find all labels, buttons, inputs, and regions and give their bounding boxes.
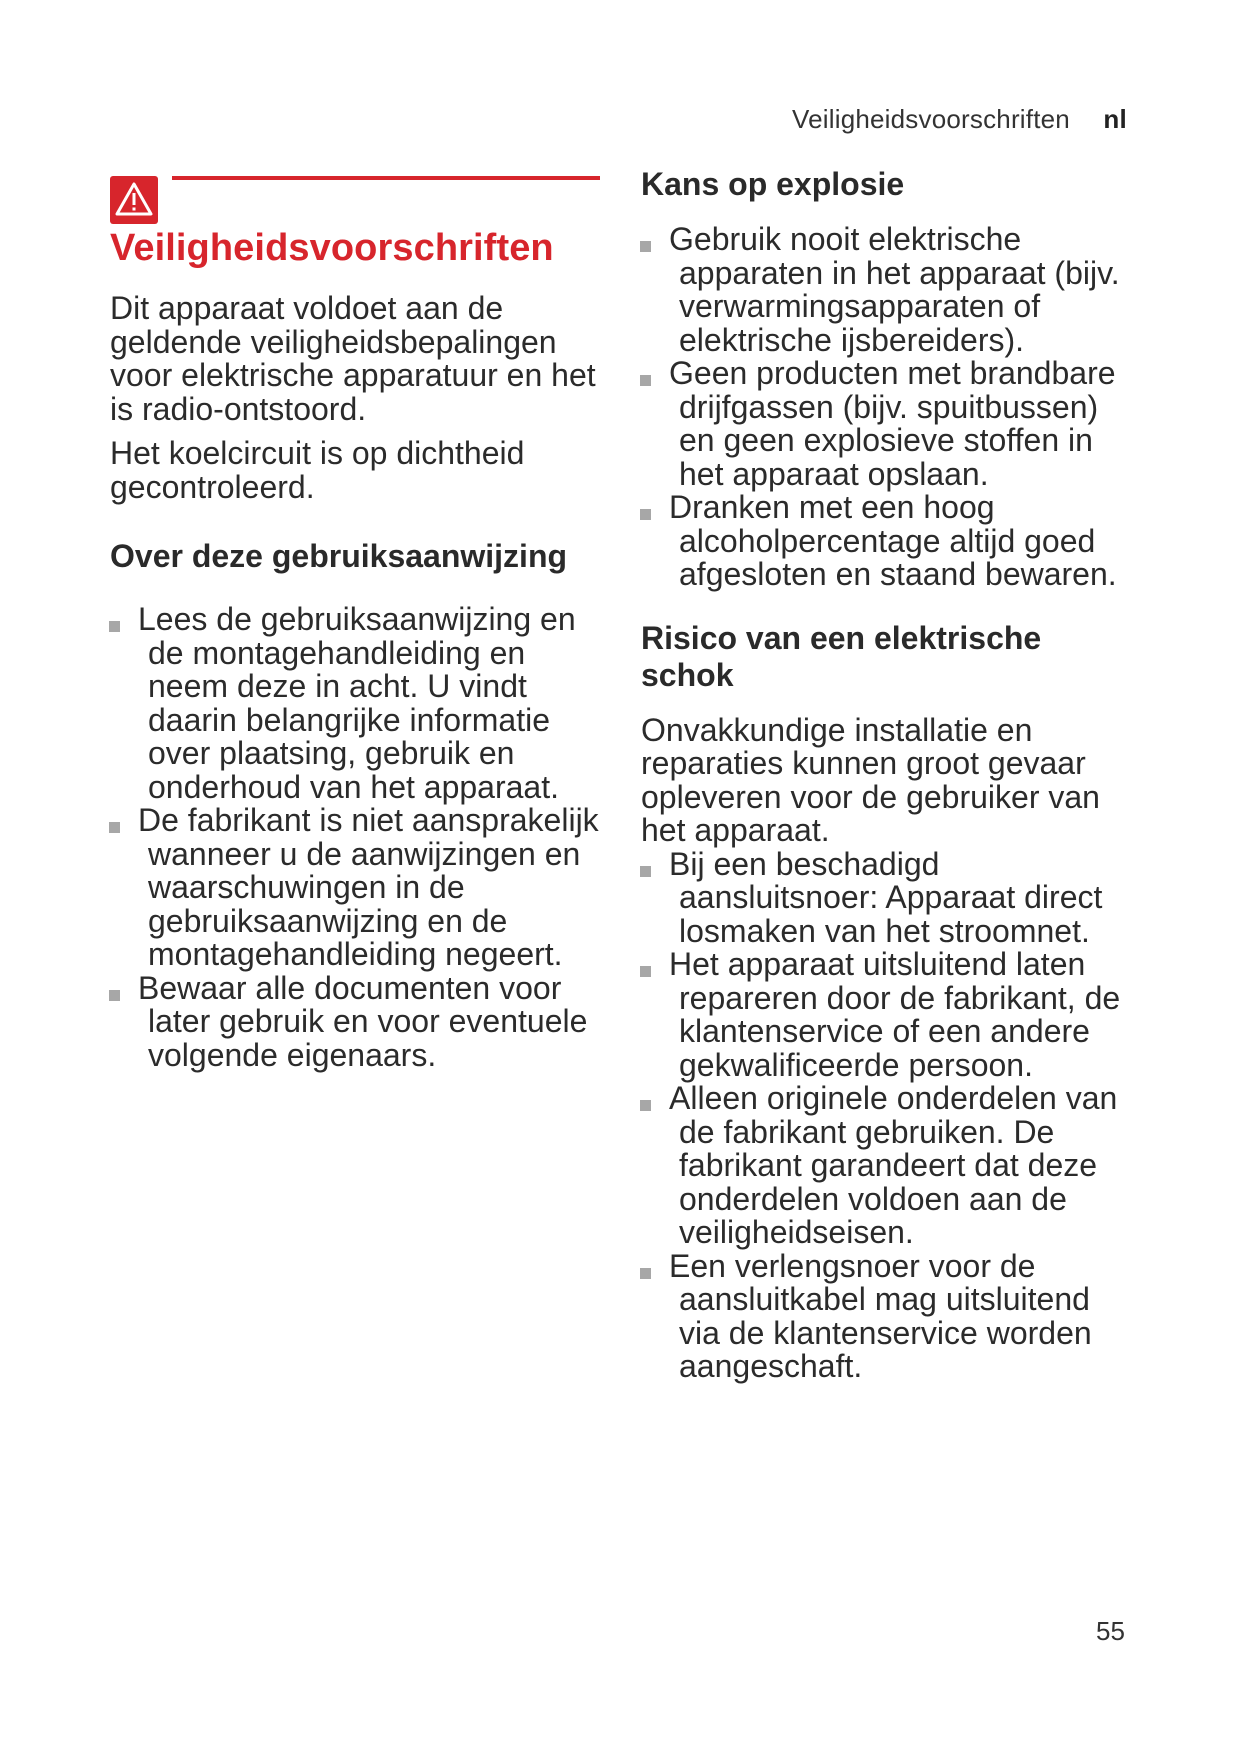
explosion-heading: Kans op explosie [641, 166, 905, 202]
left-column [110, 172, 600, 1072]
square-bullet-icon [640, 1268, 651, 1279]
page-number: 55 [1096, 1616, 1125, 1646]
shock-intro-paragraph: Onvakkundige installatie en reparaties kunnen groot gevaar opleveren voor de gebruiker van het apparaat. [641, 711, 1100, 848]
square-bullet-icon [640, 866, 651, 877]
list-item: Het apparaat uitsluitend laten repareren door de fabrikant, de klantenservice of een andere gekwalificeerde persoon. [641, 948, 1131, 1082]
running-header-language: nl [1103, 104, 1127, 134]
list-item: De fabrikant is niet aansprakelijk wanneer u de aanwijzingen en waarschuwingen in de gebruiksaanwijzing en de montagehandleiding negeert. [110, 804, 600, 972]
list-item: Een verlengsnoer voor de aansluitkabel mag uitsluitend via de klantenservice worden aangeschaft. [641, 1250, 1131, 1384]
warning-banner [110, 172, 600, 224]
intro-paragraph-1: Dit apparaat voldoet aan de geldende veiligheidsbepalingen voor elektrische apparatuur en het is radio-ontstoord. [110, 290, 596, 427]
title-rule [172, 176, 600, 180]
square-bullet-icon [109, 822, 120, 833]
running-header-section: Veiligheidsvoorschriften [792, 104, 1070, 134]
square-bullet-icon [109, 621, 120, 632]
list-item: Bewaar alle documenten voor later gebruik en voor eventuele volgende eigenaars. [110, 972, 600, 1073]
intro-paragraph-2: Het koelcircuit is op dichtheid gecontroleerd. [110, 435, 525, 505]
warning-triangle-icon [110, 176, 158, 224]
about-list [110, 603, 600, 1072]
about-heading: Over deze gebruiksaanwijzing [110, 538, 568, 574]
running-header [792, 104, 1127, 135]
square-bullet-icon [640, 375, 651, 386]
list-item: Alleen originele onderdelen van de fabrikant gebruiken. De fabrikant garandeert dat deze onderdelen voldoen aan de veiligheidseisen. [641, 1082, 1131, 1250]
square-bullet-icon [640, 1100, 651, 1111]
explosion-list [641, 223, 1131, 592]
shock-heading: Risico van een elektrische schok [641, 619, 1042, 693]
page-title: Veiligheidsvoorschriften [110, 227, 554, 269]
list-item: Bij een beschadigd aansluitsnoer: Apparaat direct losmaken van het stroomnet. [641, 848, 1131, 949]
square-bullet-icon [109, 990, 120, 1001]
right-column [641, 166, 1131, 1384]
list-item: Dranken met een hoog alcoholpercentage altijd goed afgesloten en staand bewaren. [641, 491, 1131, 592]
list-item: Lees de gebruiksaanwijzing en de montagehandleiding en neem deze in acht. U vindt daarin belangrijke informatie over plaatsing, gebruik en onderhoud van het apparaat. [110, 603, 600, 804]
shock-list [641, 845, 1131, 1384]
square-bullet-icon [640, 241, 651, 252]
list-item: Geen producten met brandbare drijfgassen (bijv. spuitbussen) en geen explosieve stoffen in het apparaat opslaan. [641, 357, 1131, 491]
square-bullet-icon [640, 509, 651, 520]
square-bullet-icon [640, 966, 651, 977]
list-item: Gebruik nooit elektrische apparaten in het apparaat (bijv. verwarmingsapparaten of elektrische ijsbereiders). [641, 223, 1131, 357]
